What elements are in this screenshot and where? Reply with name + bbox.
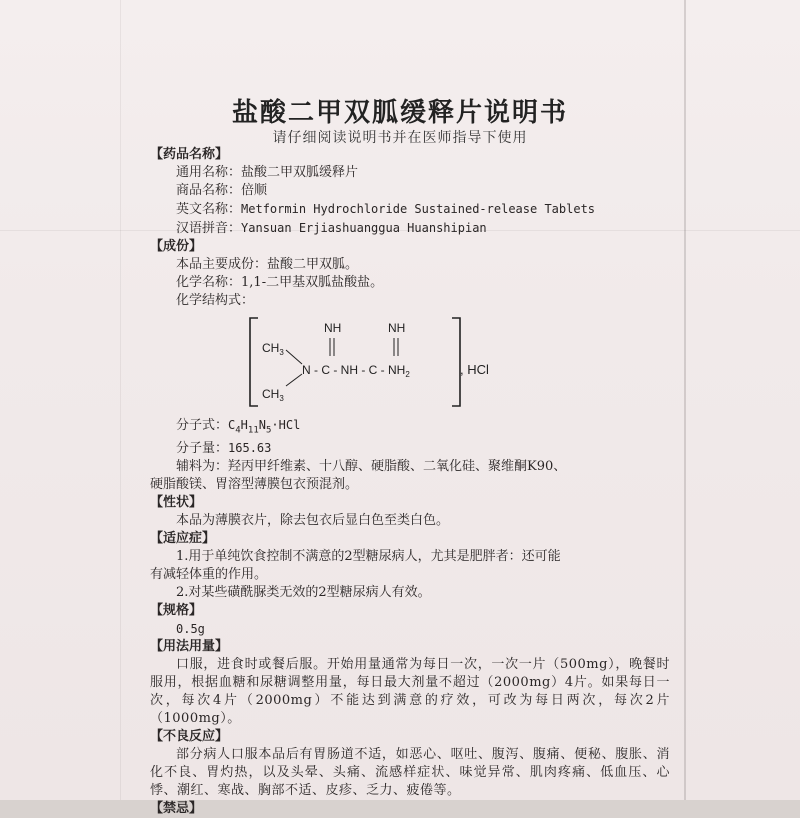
excipients-continued: 硬脂酸镁、胃溶型薄膜包衣预混剂。 xyxy=(150,477,359,493)
amine-subscript: 2 xyxy=(405,370,410,379)
generic-name: 通用名称：盐酸二甲双胍缓释片 xyxy=(176,165,359,180)
english-name-row xyxy=(150,200,670,219)
salt-label: , HCl xyxy=(460,362,489,377)
weight-label: 分子量： xyxy=(176,441,229,457)
molecular-weight: 165.63 xyxy=(228,441,272,456)
molecular-formula xyxy=(228,418,301,436)
chemical-name-row xyxy=(150,274,670,292)
document-subtitle: 请仔细阅读说明书并在医师指导下使用 xyxy=(272,130,528,146)
imino-label-right: NH xyxy=(388,321,406,335)
formula-hydrogen: H xyxy=(240,418,248,432)
pinyin-name-row xyxy=(150,219,670,238)
chemical-name-label: 化学名称： xyxy=(176,275,242,290)
formula-carbon: C xyxy=(228,418,236,432)
pinyin-name: Yansuan Erjiashuanggua Huanshipian xyxy=(241,221,487,235)
section-heading-composition: 【成份】 xyxy=(150,239,203,254)
trade-name: 商品名称：倍顺 xyxy=(176,183,268,198)
structure-chain: N - C - NH - C - NH xyxy=(302,363,406,377)
section-heading-adverse-reactions: 【不良反应】 xyxy=(150,729,229,745)
svg-text:N - C - NH - C - NH2 xyxy=(302,363,410,379)
character-text: 本品为薄膜衣片，除去包衣后显白色至类白色。 xyxy=(176,513,450,529)
methyl-subscript-top: 3 xyxy=(279,348,284,357)
methyl-subscript-bottom: 3 xyxy=(279,394,284,403)
main-ingredient: 本品主要成份：盐酸二甲双胍。 xyxy=(176,257,359,272)
section-heading-dosage: 【用法用量】 xyxy=(150,639,229,655)
chemical-structure xyxy=(246,314,670,410)
specification-text: 0.5g xyxy=(176,622,205,637)
methyl-label-top: CH xyxy=(262,341,280,355)
molecular-formula-row xyxy=(150,416,670,439)
indication-item-1-continued: 有减轻体重的作用。 xyxy=(150,567,268,583)
section-heading-character: 【性状】 xyxy=(150,495,203,511)
dosage-text: 口服，进食时或餐后服。开始用量通常为每日一次，一次一片（500mg），晚餐时服用，根据血糖和尿糖调整用量，每日最大剂量不超过（2000mg）4片。如果每日一次，每次4片（2000mg）不能达到满意的疗效，可改为每日两次，每次2片（1000mg）。 xyxy=(150,657,670,727)
formula-label: 分子式： xyxy=(176,418,229,433)
molecular-weight-row xyxy=(150,439,670,458)
chemical-structure-diagram xyxy=(246,314,526,410)
document-title: 盐酸二甲双胍缓释片说明书 xyxy=(231,98,568,128)
structure-label: 化学结构式： xyxy=(176,293,255,308)
english-name: Metformin Hydrochloride Sustained-release Tablets xyxy=(241,202,596,216)
section-heading-indications: 【适应症】 xyxy=(150,531,216,547)
chemical-name: 1,1-二甲基双胍盐酸盐。 xyxy=(241,275,384,290)
formula-hcl: ·HCl xyxy=(271,418,301,432)
formula-nitrogen-count: 5 xyxy=(265,425,272,436)
leaflet-content xyxy=(150,146,670,818)
section-heading-specification: 【规格】 xyxy=(150,603,203,619)
formula-hydrogen-count: 11 xyxy=(247,425,259,436)
pinyin-name-label: 汉语拼音： xyxy=(176,221,242,236)
section-heading-contraindications: 【禁忌】 xyxy=(150,801,203,817)
english-name-label: 英文名称： xyxy=(176,202,242,217)
svg-text:CH3 xyxy=(262,341,284,357)
formula-carbon-count: 4 xyxy=(235,425,241,436)
adverse-reactions-text: 部分病人口服本品后有胃肠道不适，如恶心、呕吐、腹泻、腹痛、便秘、腹胀、消化不良、胃灼热，以及头晕、头痛、流感样症状、味觉异常、肌肉疼痛、低血压、心悸、潮红、寒战、胸部不适、皮疹、乏力、疲倦等。 xyxy=(150,747,670,799)
excipients: 辅料为：羟丙甲纤维素、十八醇、硬脂酸、二氧化硅、聚维酮K90、 xyxy=(176,459,567,475)
formula-nitrogen: N xyxy=(258,418,266,432)
indication-item-1: 1.用于单纯饮食控制不满意的2型糖尿病人，尤其是肥胖者：还可能 xyxy=(176,549,561,565)
svg-text:CH3 xyxy=(262,387,284,403)
methyl-label-bottom: CH xyxy=(262,387,280,401)
indication-item-2: 2.对某些磺酰脲类无效的2型糖尿病人有效。 xyxy=(176,585,431,601)
section-heading-drug-name: 【药品名称】 xyxy=(150,147,229,162)
imino-label-left: NH xyxy=(324,321,342,335)
